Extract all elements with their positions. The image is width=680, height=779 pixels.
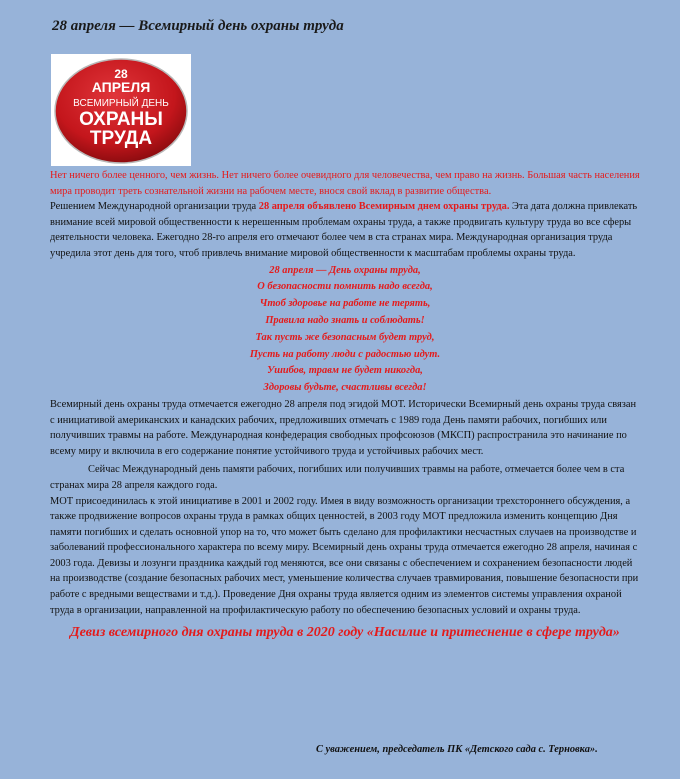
poem-line: Чтоб здоровье на работе не терять, (259, 298, 431, 310)
signature: С уважением, председатель ПК «Детского сада с. Терновка». (316, 744, 598, 755)
world-day-logo (51, 54, 191, 166)
logo-line-3: ВСЕМИРНЫЙ ДЕНЬ (73, 98, 169, 109)
poem-line: 28 апреля — День охраны труда, (269, 264, 421, 276)
logo-line-1: 28 (114, 67, 128, 81)
logo-line-5: ТРУДА (89, 128, 153, 149)
decision-text-before: Решением Международной организации труда (50, 201, 259, 213)
poem-line: Здоровы будьте, счастливы всегда! (263, 382, 427, 394)
poem-line: Так пусть же безопасным будет труд, (255, 331, 435, 343)
intro-paragraph: Нет ничего более ценного, чем жизнь. Нет ничего более очевидного для человечества, чем право на жизнь. Большая часть населения мира проводит треть сознательной жизни на рабочем месте, внося свой вклад в развитие общества. (50, 170, 640, 197)
page-title: 28 апреля — Всемирный день охраны труда (52, 18, 344, 34)
motto-2020: Девиз всемирного дня охраны труда в 2020 году «Насилие и притеснение в сфере труда» (70, 625, 620, 641)
poem-line: Ушибов, травм не будет никогда, (267, 365, 423, 377)
logo-line-2: АПРЕЛЯ (91, 79, 151, 95)
current-paragraph: Сейчас Международный день памяти рабочих, погибших или получивших травмы на работе, отмечается более чем в ста странах мира 28 апреля каждого года. (50, 464, 625, 491)
poem-line: Правила надо знать и соблюдать! (265, 314, 425, 326)
ilo-paragraph: МОТ присоединилась к этой инициативе в 2001 и 2002 году. Имея в виду возможность организации трехстороннего обсуждения, а также продвижение вопросов охраны труда в рамках общих ценностей, в 2003 году МОТ предложила изменить концепцию Дня памяти погибших и сделать основной упор на то, что может быть сделано для профилактики несчастных случаев на производстве и заболеваний профессионального характера по всему миру. Всемирный день охраны труда отмечается ежегодно 28 апреля, начиная с 2003 года. Девизы и лозунги праздника каждый год меняются, все они связаны с обеспечением и сохранением безопасности людей на производстве (создание безопасных рабочих мест, уменьшение количества случаев травмирования, повышение безопасности при работе с вредными веществами и т.д.). Проведение Дня охраны труда является одним из элементов системы управления охраной труда в организации, направленной на профилактическую работу по обеспечению безопасных условий и охраны труда. (50, 495, 639, 616)
poem (50, 263, 640, 397)
poem-line: Пусть на работу люди с радостью идут. (249, 348, 441, 360)
logo-line-4: ОХРАНЫ (79, 109, 163, 130)
decision-text-after: Эта дата должна привлекать внимание всей мировой общественности к нерешенным проблемам охраны труда, а также продвигать культуру труда во все сферы деятельности человека. Ежегодно 28-го апреля его отмечают более чем в ста странах мира. Международная организация труда учредила этот день для того, чтоб привлечь внимание мировой общественности к масштабам проблемы охраны труда. (50, 201, 638, 259)
history-paragraph: Всемирный день охраны труда отмечается ежегодно 28 апреля под эгидой МОТ. Исторически Всемирный день охраны труда связан с инициативой американских и канадских рабочих, предложивших отмечать с 1989 года День памяти рабочих, погибших или получивших травмы на работе. Международная конфедерация свободных профсоюзов (МКСП) распространила это начинание по всему миру и включила в его содержание понятие устойчивого труда и устойчивых рабочих мест. (50, 398, 637, 457)
decision-paragraph (50, 199, 640, 261)
decision-highlight: 28 апреля объявлено Всемирным днем охраны труда. (258, 201, 510, 213)
poem-line: О безопасности помнить надо всегда, (257, 281, 433, 293)
article-body (50, 168, 640, 642)
